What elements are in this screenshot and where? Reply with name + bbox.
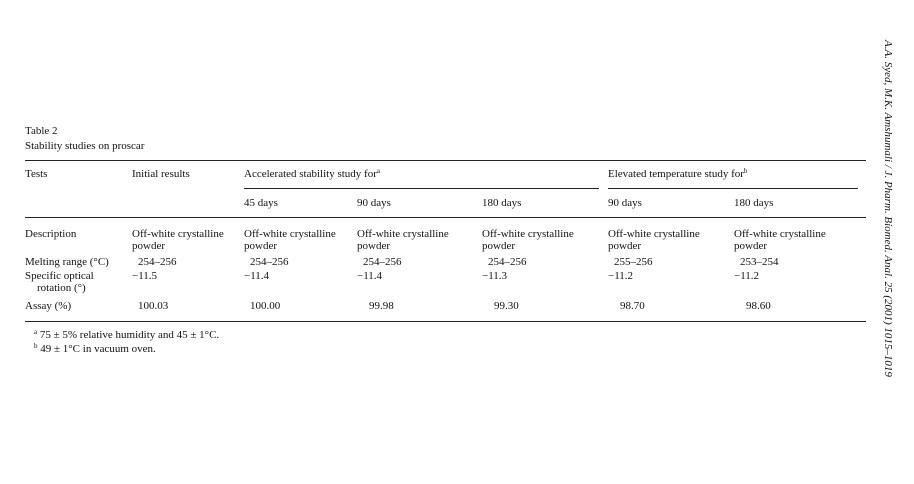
- row-assay-elev-90d: 98.70: [620, 300, 645, 312]
- row-description-90d: [357, 228, 449, 252]
- cell-line: powder: [244, 240, 277, 252]
- cell-line: powder: [608, 240, 641, 252]
- row-assay-90d: 99.98: [369, 300, 394, 312]
- row-assay-180d: 99.30: [494, 300, 519, 312]
- footnote-mark-a: a: [376, 167, 380, 175]
- group-rule-accelerated: [244, 188, 599, 189]
- group-rule-elevated: [608, 188, 858, 189]
- footnote-b-text: 49 ± 1°C in vacuum oven.: [40, 343, 156, 355]
- row-melting-180d: 254–256: [488, 256, 527, 268]
- footnote-a: [34, 329, 219, 341]
- row-melting-test: Melting range (°C): [25, 256, 109, 268]
- row-rotation-elev-180d: −11.2: [734, 270, 760, 282]
- header-tests: Tests: [25, 168, 48, 180]
- cell-line: Off-white crystalline: [482, 228, 574, 240]
- header-elevated: [608, 168, 747, 180]
- footnote-a-mark: a: [34, 328, 38, 336]
- row-description-initial: [132, 228, 224, 252]
- table-title: Stability studies on proscar: [25, 140, 145, 152]
- row-melting-elev-180d: 253–254: [740, 256, 779, 268]
- header-initial: Initial results: [132, 168, 190, 180]
- cell-line: rotation (°): [37, 282, 86, 294]
- row-melting-90d: 254–256: [363, 256, 402, 268]
- table-label: Table 2: [25, 125, 58, 137]
- cell-line: Off-white crystalline: [357, 228, 449, 240]
- cell-line: Off-white crystalline: [608, 228, 700, 240]
- row-rotation-180d: −11.3: [482, 270, 508, 282]
- header-accelerated: [244, 168, 380, 180]
- row-description-test: Description: [25, 228, 77, 240]
- row-description-elev-90d: [608, 228, 700, 252]
- cell-line: Off-white crystalline: [132, 228, 224, 240]
- row-description-180d: [482, 228, 574, 252]
- row-assay-45d: 100.00: [250, 300, 281, 312]
- row-description-45d: [244, 228, 336, 252]
- row-rotation-test: [25, 270, 94, 294]
- cell-line: powder: [482, 240, 515, 252]
- cell-line: Off-white crystalline: [734, 228, 826, 240]
- bottom-rule: [25, 321, 866, 322]
- subheader-45-days: 45 days: [244, 197, 278, 209]
- row-melting-45d: 254–256: [250, 256, 289, 268]
- footnote-a-text: 75 ± 5% relative humidity and 45 ± 1°C.: [39, 329, 220, 341]
- subheader-elev-180-days: 180 days: [734, 197, 774, 209]
- cell-line: powder: [357, 240, 390, 252]
- header-rule: [25, 217, 866, 218]
- row-rotation-90d: −11.4: [357, 270, 383, 282]
- subheader-180-days: 180 days: [482, 197, 522, 209]
- cell-line: Off-white crystalline: [244, 228, 336, 240]
- cell-line: powder: [734, 240, 767, 252]
- top-rule: [25, 160, 866, 161]
- header-accelerated-text: Accelerated stability study for: [244, 168, 377, 180]
- row-rotation-elev-90d: −11.2: [608, 270, 634, 282]
- cell-line: Specific optical: [25, 270, 94, 282]
- subheader-elev-90-days: 90 days: [608, 197, 642, 209]
- running-head: A.A. Syed, M.K. Amshumali / J. Pharm. Biomed. Anal. 25 (2001) 1015–1019: [882, 40, 894, 377]
- footnote-b: [34, 343, 156, 355]
- row-rotation-45d: −11.4: [244, 270, 270, 282]
- row-description-elev-180d: [734, 228, 826, 252]
- row-assay-test: Assay (%): [25, 300, 72, 312]
- cell-line: powder: [132, 240, 165, 252]
- row-melting-elev-90d: 255–256: [614, 256, 653, 268]
- footnote-mark-b: b: [743, 167, 748, 175]
- row-assay-elev-180d: 98.60: [746, 300, 771, 312]
- footnote-b-mark: b: [34, 342, 38, 350]
- subheader-90-days: 90 days: [357, 197, 391, 209]
- table-caption: [25, 124, 144, 154]
- header-elevated-text: Elevated temperature study for: [608, 168, 744, 180]
- row-melting-initial: 254–256: [138, 256, 177, 268]
- row-assay-initial: 100.03: [138, 300, 169, 312]
- row-rotation-initial: −11.5: [132, 270, 158, 282]
